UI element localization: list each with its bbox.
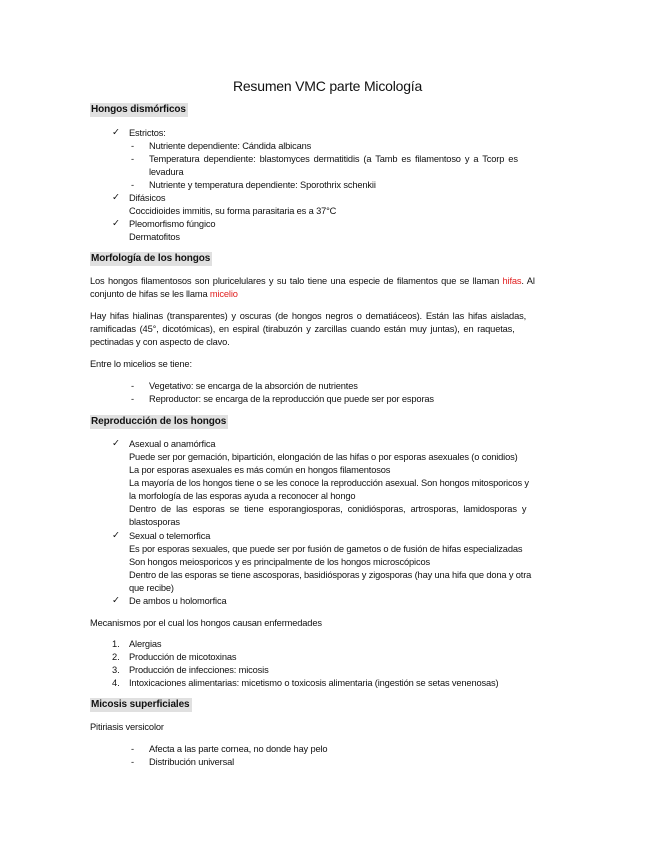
list-item-difasicos: Difásicos [129, 193, 166, 203]
list-item-text: Dentro de las esporas se tiene ascosporas, basidiósporas y zigosporas (hay una hifa que dona y otra [129, 570, 532, 580]
sublist-item: Nutriente y temperatura dependiente: Sporothrix schenkii [149, 180, 376, 190]
list-item-text: Puede ser por gemación, bipartición, elongación de las hifas o por esporas asexuales (o conidios) [129, 452, 518, 462]
numbered-item: Alergias [129, 639, 162, 649]
subheading-mecanismos: Mecanismos por el cual los hongos causan enfermedades [90, 618, 322, 628]
heading-hongos-dismorficos: Hongos dismórficos [91, 104, 186, 115]
checkmark-icon: ✓ [112, 192, 120, 202]
list-item-text: Coccidioides immitis, su forma parasitaria es a 37°C [129, 206, 337, 216]
dash-icon: - [131, 381, 135, 391]
numbered-item: Producción de micotoxinas [129, 652, 237, 662]
checkmark-icon: ✓ [112, 595, 120, 605]
dash-icon: - [131, 154, 135, 164]
heading-morfologia: Morfología de los hongos [91, 253, 211, 264]
dash-icon: - [131, 394, 135, 404]
list-item-text: Es por esporas sexuales, que puede ser por fusión de gametos o de fusión de hifas especializadas [129, 544, 523, 554]
list-item-estrictos: Estrictos: [129, 128, 166, 138]
dash-icon: - [131, 141, 135, 151]
list-number: 2. [112, 652, 120, 662]
subheading-pitiriasis: Pitiriasis versicolor [90, 722, 164, 732]
list-item-text: Dermatofitos [129, 232, 180, 242]
checkmark-icon: ✓ [112, 530, 120, 540]
heading-micosis: Micosis superficiales [91, 699, 190, 710]
checkmark-icon: ✓ [112, 438, 120, 448]
paragraph-line: Entre lo micelios se tiene: [90, 359, 192, 369]
list-item-pleomorfismo: Pleomorfismo fúngico [129, 219, 216, 229]
highlighted-term-hifas: hifas [502, 276, 522, 286]
highlighted-term-micelio: micelio [209, 289, 238, 299]
paragraph-line: ramificadas (45°, dicotómicas), en espiral (tirabuzón y zarcillas cuando están muy juntas), en raquetas, [90, 324, 515, 334]
sublist-item: Nutriente dependiente: Cándida albicans [149, 141, 312, 151]
list-item-text: la morfología de las esporas ayuda a reconocer al hongo [129, 491, 356, 501]
list-item-asexual: Asexual o anamórfica [129, 439, 216, 449]
paragraph-text: Los hongos filamentosos son pluricelulares y su talo tiene una especie de filamentos que se llaman [90, 276, 500, 286]
dash-icon: - [131, 180, 135, 190]
sublist-item-continued: levadura [149, 167, 184, 177]
numbered-item: Producción de infecciones: micosis [129, 665, 269, 675]
list-number: 4. [112, 678, 120, 688]
sublist-item: Temperatura dependiente: blastomyces dermatitidis (a Tamb es filamentoso y a Tcorp es [149, 154, 518, 164]
list-item-text: Dentro de las esporas se tiene esporangiosporas, conidiósporas, artrosporas, lamidosporas y [129, 504, 527, 514]
dash-icon: - [131, 744, 135, 754]
list-item-text: La por esporas asexuales es más común en hongos filamentosos [129, 465, 391, 475]
list-item-text: La mayoría de los hongos tiene o se les conoce la reproducción asexual. Son hongos mitosporicos y [129, 478, 529, 488]
list-item: Afecta a las parte cornea, no donde hay pelo [149, 744, 328, 754]
list-item-ambos: De ambos u holomorfica [129, 596, 227, 606]
checkmark-icon: ✓ [112, 218, 120, 228]
list-item-text: Son hongos meiosporicos y es principalmente de los hongos microscópicos [129, 557, 430, 567]
list-item-text: blastosporas [129, 517, 180, 527]
list-item: Distribución universal [149, 757, 235, 767]
page-title: Resumen VMC parte Micología [232, 78, 423, 94]
paragraph-text: . Al [521, 276, 535, 286]
paragraph-line [90, 275, 535, 287]
heading-reproduccion: Reproducción de los hongos [91, 416, 227, 427]
list-number: 1. [112, 639, 120, 649]
checkmark-icon: ✓ [112, 127, 120, 137]
list-number: 3. [112, 665, 120, 675]
paragraph-line: Hay hifas hialinas (transparentes) y oscuras (de hongos negros o dematiáceos). Están las hifas aisladas, [90, 311, 527, 321]
paragraph-line: pectinadas y con aspecto de clavo. [90, 337, 230, 347]
list-item-sexual: Sexual o telemorfica [129, 531, 211, 541]
list-item-text: que recibe) [129, 583, 174, 593]
list-item: Reproductor: se encarga de la reproducción que puede ser por esporas [149, 394, 434, 404]
numbered-item: Intoxicaciones alimentarias: micetismo o toxicosis alimentaria (ingestión se setas venenosas) [129, 678, 499, 688]
paragraph-line [90, 288, 238, 300]
dash-icon: - [131, 757, 135, 767]
list-item: Vegetativo: se encarga de la absorción de nutrientes [149, 381, 358, 391]
paragraph-text: conjunto de hifas se les llama [90, 289, 208, 299]
